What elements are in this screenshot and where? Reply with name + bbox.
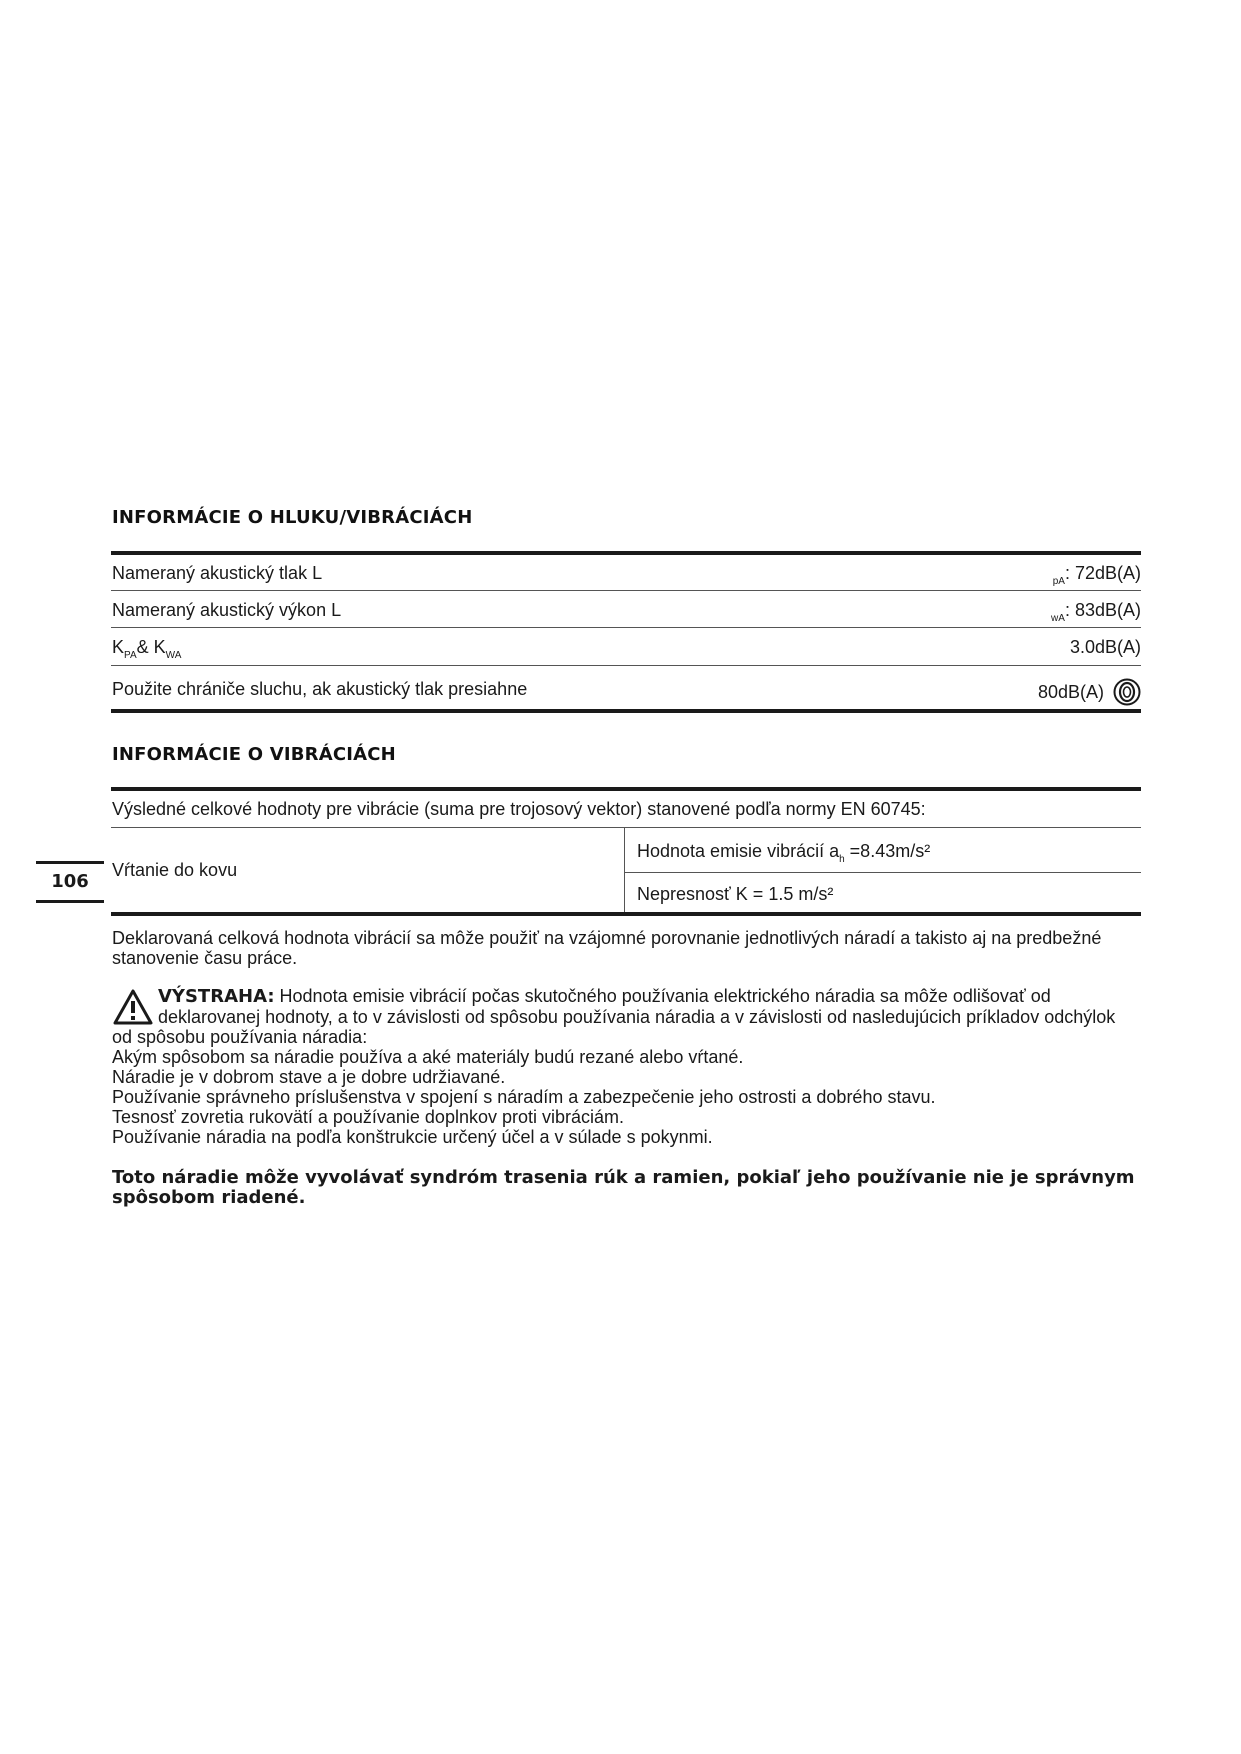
warning-label: VÝSTRAHA: — [158, 986, 275, 1007]
row-divider — [111, 827, 1141, 828]
noise-row-uncertainty-value: 3.0dB(A) — [1069, 637, 1141, 657]
warning-item: Používanie náradia na podľa konštrukcie určený účel a v súlade s pokynmi. — [112, 1127, 713, 1147]
vibration-uncertainty-value: Nepresnosť K = 1.5 m/s² — [637, 884, 834, 904]
vibration-operation-label: Vŕtanie do kovu — [112, 860, 238, 880]
warning-item: Tesnosť zovretia rukovätí a používanie doplnkov proti vibráciám. — [112, 1107, 625, 1127]
warning-triangle-icon — [112, 988, 154, 1026]
warning-third-line: od spôsobu používania náradia: — [112, 1027, 368, 1047]
table-bottom-rule — [111, 912, 1141, 916]
warning-second-line: deklarovanej hodnoty, a to v závislosti od spôsobu používania náradia a v závislosti od nasledujúcich príkladov odchýlok — [158, 1007, 1116, 1027]
page-number: 106 — [51, 871, 89, 892]
noise-row-sound-pressure-label: Nameraný akustický tlak L — [112, 563, 323, 583]
noise-row-sound-power-value: $_{wA}$: 83dB(A) — [1051, 600, 1141, 624]
noise-row-uncertainty-label: $K_{PA}\&$ $K_{WA}$ — [112, 637, 182, 661]
declared-value-paragraph: Deklarovaná celková hodnota vibrácií sa môže použiť na vzájomné porovnanie jednotlivých náradí a takisto aj na predbežné stanovenie času práce. — [112, 928, 1102, 968]
row-divider — [111, 665, 1141, 666]
noise-row-sound-pressure-value: $_{pA}$: 72dB(A) — [1052, 563, 1141, 587]
row-divider — [111, 627, 1141, 628]
noise-row-hearing-protection-label: Použite chrániče sluchu, ak akustický tlak presiahne — [112, 679, 528, 699]
vibration-emission-value: Hodnota emisie vibrácií $a_h =8.43m/s^2$ — [637, 841, 931, 865]
warning-item: Používanie správneho príslušenstva v spojení s náradím a zabezpečenie jeho ostrosti a dobrého stavu. — [112, 1087, 936, 1107]
page-number-marker — [36, 861, 104, 903]
final-warning-note: Toto náradie môže vyvolávať syndróm trasenia rúk a ramien, pokiaľ jeho používanie nie je správnym spôsobom riadené. — [112, 1167, 1135, 1208]
vibration-intro-text: Výsledné celkové hodnoty pre vibrácie (suma pre trojosový vektor) stanovené podľa normy EN 60745: — [112, 799, 926, 819]
table-top-rule — [111, 551, 1141, 555]
table-top-rule — [111, 787, 1141, 791]
noise-row-hearing-protection-value: 80dB(A) — [1038, 678, 1141, 706]
noise-row-sound-power-label: Nameraný akustický výkon L — [112, 600, 342, 620]
row-divider — [624, 872, 1141, 873]
vibration-section-title: INFORMÁCIE O VIBRÁCIÁCH — [112, 744, 396, 765]
ear-protection-icon — [1113, 678, 1141, 706]
column-divider — [624, 827, 625, 912]
noise-section-title: INFORMÁCIE O HLUKU/VIBRÁCIÁCH — [112, 507, 473, 528]
warning-first-line: VÝSTRAHA: Hodnota emisie vibrácií počas skutočného používania elektrického náradia sa môže odlišovať od — [158, 986, 1051, 1007]
table-bottom-rule — [111, 709, 1141, 713]
warning-block — [112, 986, 1142, 1147]
warning-item: Akým spôsobom sa náradie používa a aké materiály budú rezané alebo vŕtané. — [112, 1047, 744, 1067]
warning-item: Náradie je v dobrom stave a je dobre udržiavané. — [112, 1067, 506, 1087]
row-divider — [111, 590, 1141, 591]
